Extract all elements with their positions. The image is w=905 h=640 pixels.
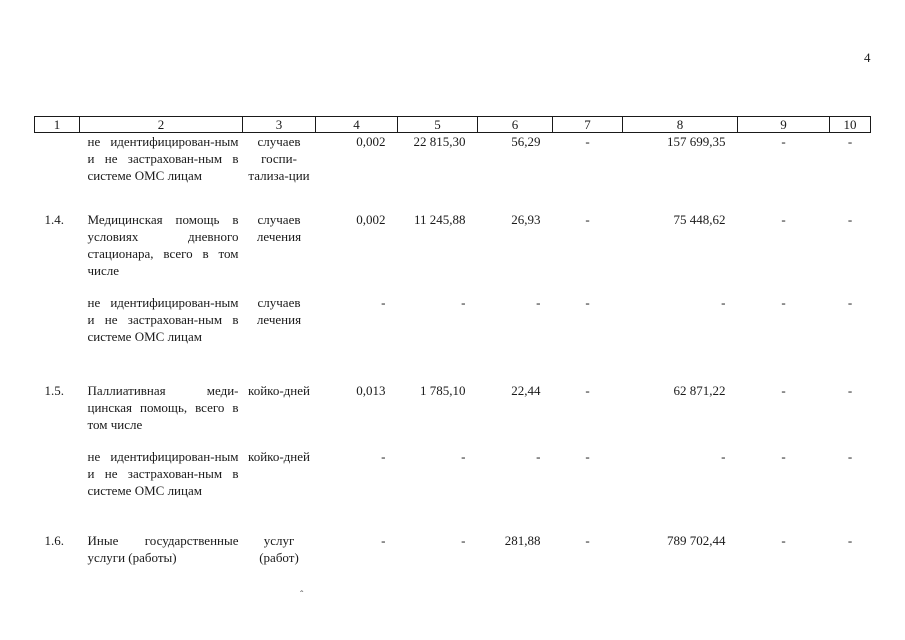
table-row — [35, 294, 871, 382]
row-index — [35, 133, 80, 211]
cell-col9: - — [781, 382, 786, 398]
cell-col4: - — [381, 448, 386, 464]
cell-col10: - — [847, 134, 853, 149]
cell-col8: - — [721, 294, 726, 310]
row-index: 1.5. — [44, 382, 64, 398]
cell-col8: 62 871,22 — [673, 382, 726, 398]
cell-col10: - — [847, 448, 853, 464]
row-index — [35, 294, 80, 382]
cell-col4: 0,013 — [356, 382, 386, 398]
cell-col8: 157 699,35 — [667, 134, 726, 149]
cell-col6: 281,88 — [504, 532, 541, 548]
table-row — [35, 382, 871, 448]
table-row — [35, 211, 871, 294]
cell-col10: - — [847, 382, 853, 398]
cell-col4: - — [381, 532, 386, 548]
cell-col5: 1 785,10 — [420, 382, 466, 398]
cell-col8: 789 702,44 — [667, 532, 726, 548]
row-unit: случаев лечения — [256, 294, 302, 327]
cell-col9: - — [781, 448, 786, 464]
cell-col7: - — [585, 211, 590, 227]
cell-col10: - — [847, 532, 853, 548]
header-cell: 10 — [830, 117, 871, 133]
cell-col6: - — [536, 448, 541, 464]
cell-col4: 0,002 — [356, 211, 386, 227]
row-unit: койко-дней — [248, 382, 310, 398]
page-number: 4 — [864, 50, 871, 65]
cell-col7: - — [585, 532, 590, 548]
column-number-header — [35, 117, 871, 133]
cell-col6: 26,93 — [511, 211, 541, 227]
cell-col4: 0,002 — [356, 134, 386, 149]
header-cell: 9 — [738, 117, 830, 133]
cell-col10: - — [847, 211, 853, 227]
row-unit: случаев госпи-тализа-ции — [248, 134, 310, 183]
cell-col7: - — [585, 294, 590, 310]
header-cell: 8 — [623, 117, 738, 133]
header-cell: 3 — [243, 117, 316, 133]
header-cell: 1 — [35, 117, 80, 133]
header-cell: 7 — [553, 117, 623, 133]
row-description: не идентифицирован-ным и не застрахован-ным в системе ОМС лицам — [87, 448, 239, 498]
cell-col9: - — [781, 294, 786, 310]
row-description: не идентифицирован-ным и не застрахован-ным в системе ОМС лицам — [87, 134, 239, 183]
header-cell: 4 — [316, 117, 398, 133]
table-row — [35, 532, 871, 572]
header-cell: 6 — [478, 117, 553, 133]
cell-col5: - — [461, 294, 466, 310]
row-description: Паллиативная меди-цинская помощь, всего в том числе — [87, 382, 239, 432]
row-index: 1.6. — [44, 532, 64, 548]
cell-col5: - — [461, 448, 466, 464]
cell-col9: - — [781, 532, 786, 548]
row-description: Иные государственные услуги (работы) — [87, 532, 239, 565]
cell-col9: - — [781, 211, 786, 227]
services-table — [34, 116, 871, 572]
row-description: Медицинская помощь в условиях дневного стационара, всего в том числе — [87, 211, 239, 278]
row-description: не идентифицирован-ным и не застрахован-ным в системе ОМС лицам — [87, 294, 239, 344]
cell-col8: 75 448,62 — [673, 211, 726, 227]
cell-col8: - — [721, 448, 726, 464]
table-row — [35, 133, 871, 211]
row-index: 1.4. — [44, 211, 64, 227]
row-unit: случаев лечения — [256, 211, 302, 244]
header-cell: 2 — [80, 117, 243, 133]
cell-col6: 56,29 — [511, 134, 541, 149]
cell-col5: - — [461, 532, 466, 548]
row-index — [35, 448, 80, 532]
cell-col7: - — [585, 134, 590, 149]
scan-speck: ˆ — [300, 590, 304, 601]
header-cell: 5 — [398, 117, 478, 133]
cell-col6: 22,44 — [511, 382, 541, 398]
cell-col9: - — [781, 134, 786, 149]
cell-col7: - — [585, 448, 590, 464]
cell-col6: - — [536, 294, 541, 310]
row-unit: услуг (работ) — [259, 532, 299, 565]
cell-col10: - — [847, 294, 853, 310]
cell-col5: 11 245,88 — [413, 211, 466, 227]
cell-col5: 22 815,30 — [413, 134, 466, 149]
row-unit: койко-дней — [248, 448, 310, 464]
cell-col4: - — [381, 294, 386, 310]
cell-col7: - — [585, 382, 590, 398]
table-row — [35, 448, 871, 532]
